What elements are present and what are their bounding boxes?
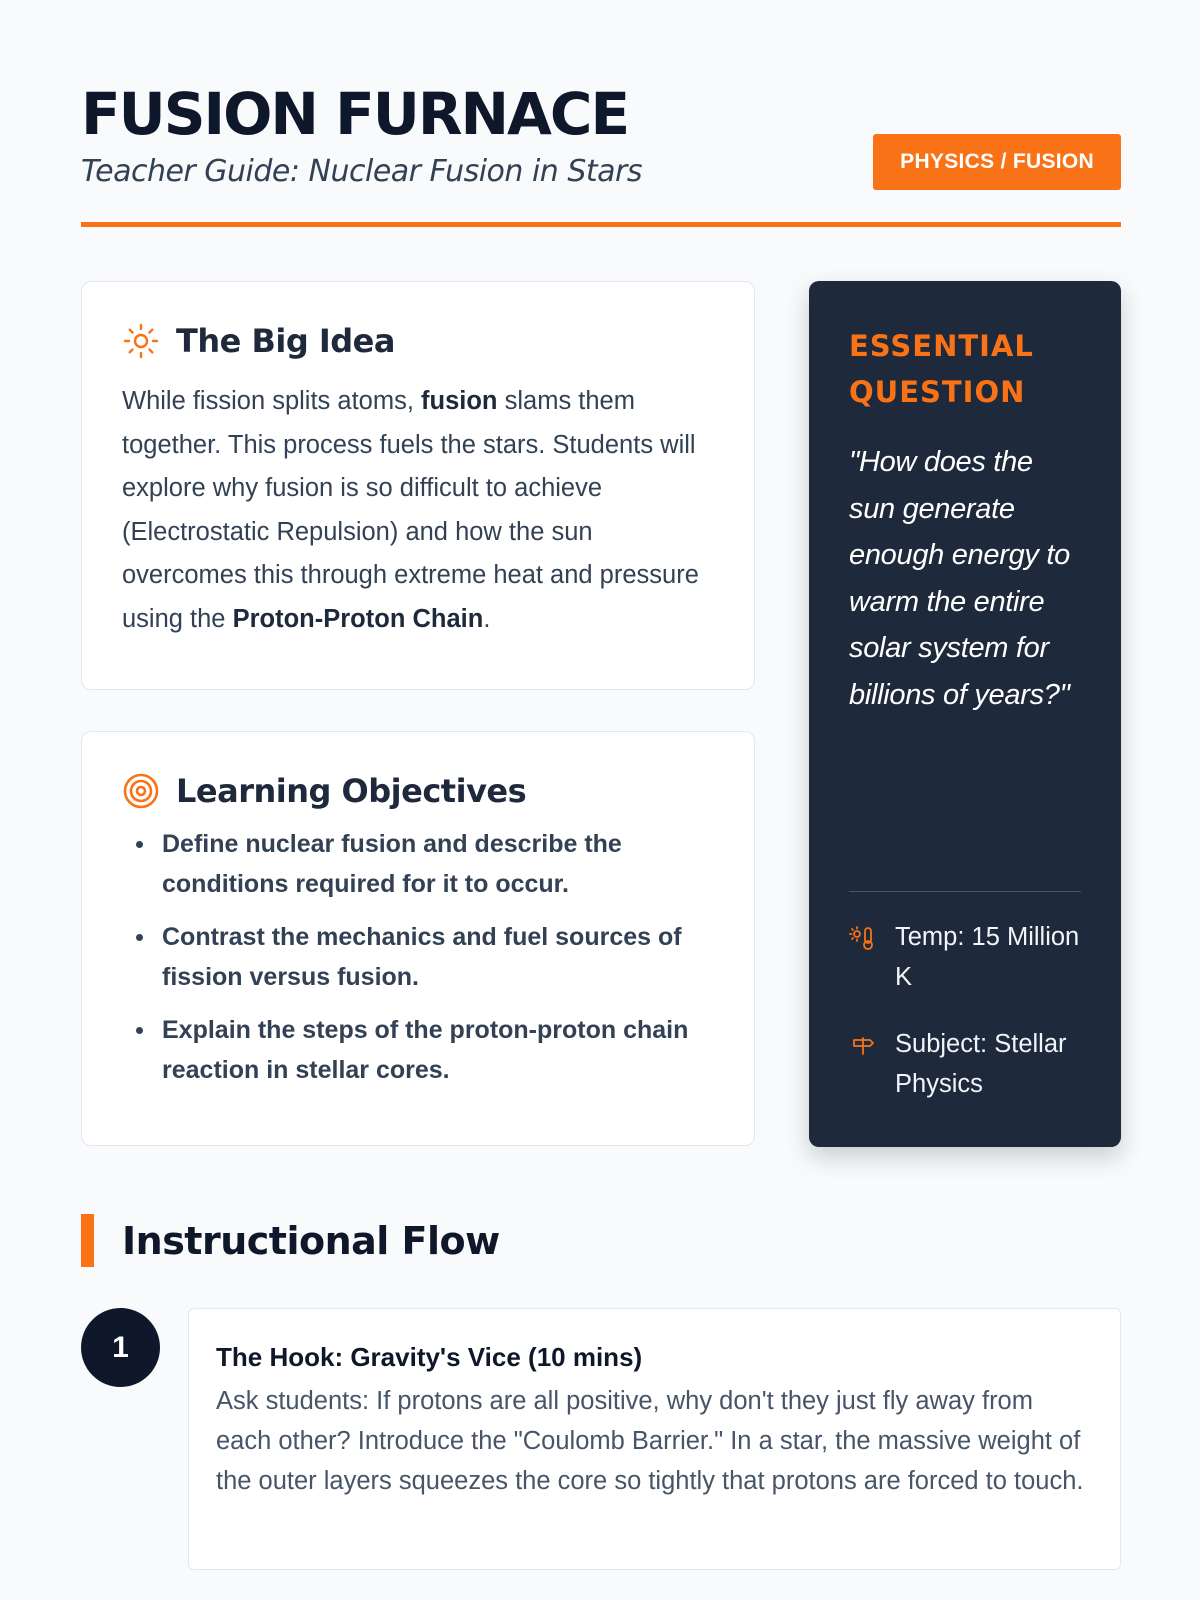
big-idea-card xyxy=(81,281,755,690)
big-idea-text-part: While fission splits atoms, xyxy=(122,387,422,415)
essential-question-card xyxy=(809,281,1121,1147)
step-description: Ask students: If protons are all positive, why don't they just fly away from each other? Introduce the "Coulomb Barrier." In a star, the massive weight of the outer layers squeezes the core so tightly that protons are forced to touch. xyxy=(216,1387,1084,1495)
big-idea-text-part: slams them together. This process fuels the stars. Students will explore why fusion is so difficult to achieve (Electrostatic Repulsion) and how the sun overcomes this through extreme heat and pressure using the xyxy=(122,387,699,633)
big-idea-text-part: . xyxy=(483,604,491,633)
step-card xyxy=(188,1308,1121,1570)
learning-objectives-card xyxy=(81,731,755,1146)
subject-text: Subject: Stellar Physics xyxy=(895,1030,1067,1098)
instructional-flow-header xyxy=(81,1214,500,1267)
list-item: Explain the steps of the proton-proton chain reaction in stellar cores. xyxy=(122,1010,714,1090)
page-header xyxy=(81,82,1121,227)
big-idea-emphasis-fusion: fusion xyxy=(421,387,498,415)
temperature-meta xyxy=(849,917,1091,997)
objectives-header xyxy=(122,772,714,810)
big-idea-emphasis-chain: Proton-Proton Chain xyxy=(232,604,484,633)
section-accent-bar xyxy=(81,1214,94,1267)
essential-question-label: ESSENTIAL QUESTION xyxy=(849,329,1034,409)
essential-question-quote: "How does the sun generate enough energy to warm the entire solar system for billions of years?" xyxy=(849,446,1070,711)
big-idea-heading: The Big Idea xyxy=(176,322,395,360)
step-number-badge: 1 xyxy=(81,1308,160,1387)
step-title: The Hook: Gravity's Vice (10 mins) xyxy=(216,1342,643,1372)
subject-badge: PHYSICS / FUSION xyxy=(873,134,1121,190)
big-idea-text xyxy=(122,380,714,641)
page-title: FUSION FURNACE xyxy=(81,80,629,148)
objectives-list xyxy=(122,824,714,1090)
target-icon xyxy=(122,772,160,810)
thermometer-sun-icon xyxy=(849,917,879,957)
sun-icon xyxy=(122,322,160,360)
page-subtitle: Teacher Guide: Nuclear Fusion in Stars xyxy=(81,154,642,189)
list-item: Contrast the mechanics and fuel sources of fission versus fusion. xyxy=(122,917,714,997)
subject-meta xyxy=(849,1024,1091,1104)
temperature-text: Temp: 15 Million K xyxy=(895,923,1080,991)
big-idea-header xyxy=(122,322,714,360)
objectives-heading: Learning Objectives xyxy=(176,772,527,810)
signpost-icon xyxy=(849,1024,879,1064)
divider xyxy=(849,891,1081,892)
instructional-flow-heading: Instructional Flow xyxy=(122,1218,500,1263)
list-item: Define nuclear fusion and describe the conditions required for it to occur. xyxy=(122,824,714,904)
